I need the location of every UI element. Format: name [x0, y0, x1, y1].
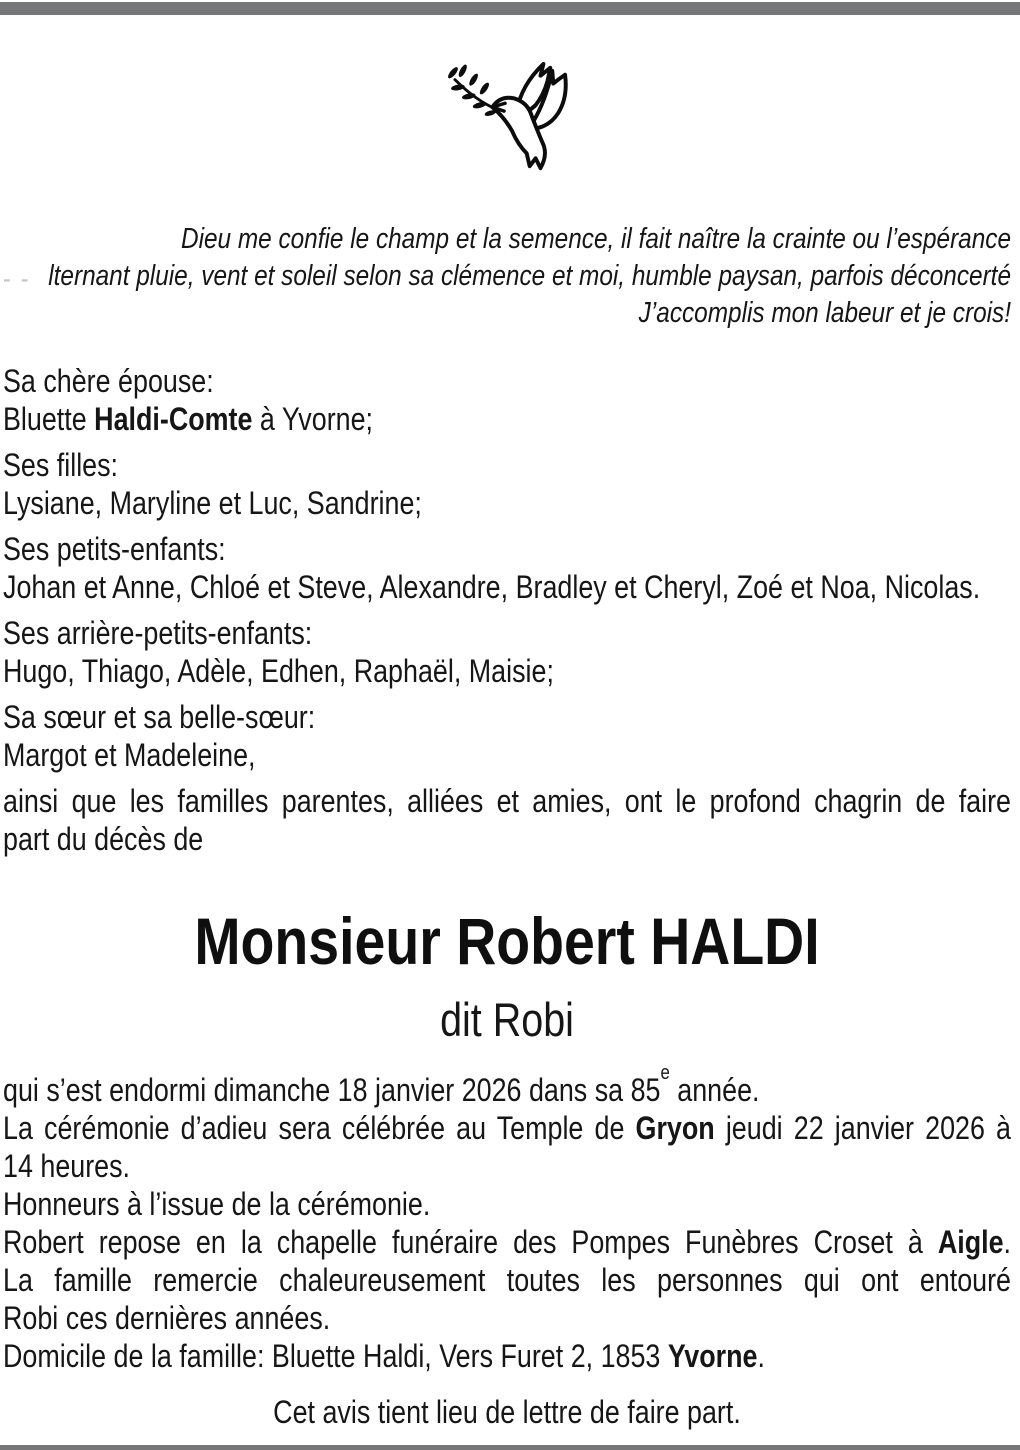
names-text: Bluette — [3, 401, 95, 437]
family-group-sisters — [3, 698, 1011, 774]
relation-label: Sa sœur et sa belle-sœur: — [3, 699, 316, 735]
family-names — [3, 736, 1011, 774]
ordinal-superscript: e — [660, 1062, 670, 1085]
epigraph-line-3: J’accomplis mon labeur et je crois! — [638, 297, 1011, 329]
family-group-daughters — [3, 446, 1011, 522]
detail-bold: Gryon — [635, 1110, 715, 1146]
ceremony-details — [3, 1062, 1012, 1375]
family-group-grandchildren — [3, 530, 1011, 606]
announcement-paragraph — [3, 782, 1011, 858]
family-group-spouse — [3, 362, 1011, 438]
detail-text: jeudi 22 janvier 2026 à — [714, 1110, 1012, 1146]
announcement-line-1: ainsi que les familles parentes, alliées et amies, ont le profond chagrin de faire — [3, 783, 1011, 819]
names-text: à Yvorne; — [252, 401, 374, 437]
detail-text: Honneurs à l’issue de la cérémonie. — [3, 1186, 431, 1222]
detail-line-address — [3, 1337, 1011, 1375]
detail-text: . — [757, 1338, 765, 1374]
detail-line-time — [3, 1147, 1011, 1185]
detail-text: . — [1003, 1224, 1011, 1260]
announcement-line-2: part du décès de — [3, 821, 204, 857]
dove-icon — [440, 58, 580, 176]
relation-label: Ses petits-enfants: — [3, 531, 226, 567]
detail-bold: Yvorne — [667, 1338, 758, 1374]
names-bold: Haldi-Comte — [94, 401, 253, 437]
detail-text: année. — [669, 1072, 760, 1108]
family-group-great-grandchildren — [3, 614, 1011, 690]
detail-line-ceremony — [3, 1109, 1011, 1147]
detail-line-death — [3, 1062, 1011, 1109]
names-text: Lysiane, Maryline et Luc, Sandrine; — [3, 485, 422, 521]
scan-artifact-dash: - - — [3, 263, 31, 294]
top-divider — [0, 2, 1020, 15]
detail-text: La cérémonie d’adieu sera célébrée au Temple de — [3, 1110, 636, 1146]
names-text: Hugo, Thiago, Adèle, Edhen, Raphaël, Maisie; — [3, 653, 554, 689]
names-text: Margot et Madeleine, — [3, 737, 256, 773]
detail-line-chapel — [3, 1223, 1011, 1261]
detail-bold: Aigle — [937, 1224, 1004, 1260]
detail-line-thanks-2 — [3, 1299, 1011, 1337]
detail-text: 14 heures. — [3, 1148, 131, 1184]
detail-text: qui s’est endormi dimanche 18 janvier 2026 dans sa 85 — [3, 1072, 661, 1108]
epigraph-line-2: lternant pluie, vent et soleil selon sa clémence et moi, humble paysan, parfois déconcerté — [48, 260, 1011, 292]
detail-text: Robi ces dernières années. — [3, 1300, 331, 1336]
bottom-divider — [0, 1445, 1020, 1450]
family-names — [3, 568, 1011, 606]
names-text: Johan et Anne, Chloé et Steve, Alexandre, Bradley et Cheryl, Zoé et Noa, Nicolas. — [3, 569, 981, 605]
epigraph — [3, 221, 1011, 332]
family-list — [3, 362, 1011, 782]
detail-text: La famille remercie chaleureusement toutes les personnes qui ont entouré — [3, 1262, 1011, 1298]
relation-label: Ses arrière-petits-enfants: — [3, 615, 313, 651]
deceased-name: Monsieur Robert HALDI — [194, 904, 820, 978]
deceased-nickname: dit Robi — [440, 993, 574, 1046]
detail-text: Robert repose en la chapelle funéraire des Pompes Funèbres Croset à — [3, 1224, 938, 1260]
relation-label: Sa chère épouse: — [3, 363, 214, 399]
epigraph-line-1: Dieu me confie le champ et la semence, il fait naître la crainte ou l’espérance — [180, 223, 1011, 255]
family-names — [3, 484, 1011, 522]
relation-label: Ses filles: — [3, 447, 119, 483]
family-names — [3, 400, 1011, 438]
detail-line-honneurs — [3, 1185, 1011, 1223]
family-names — [3, 652, 1011, 690]
detail-text: Domicile de la famille: Bluette Haldi, Vers Furet 2, 1853 — [3, 1338, 668, 1374]
footer-note: Cet avis tient lieu de lettre de faire part. — [273, 1394, 741, 1430]
detail-line-thanks-1 — [3, 1261, 1011, 1299]
